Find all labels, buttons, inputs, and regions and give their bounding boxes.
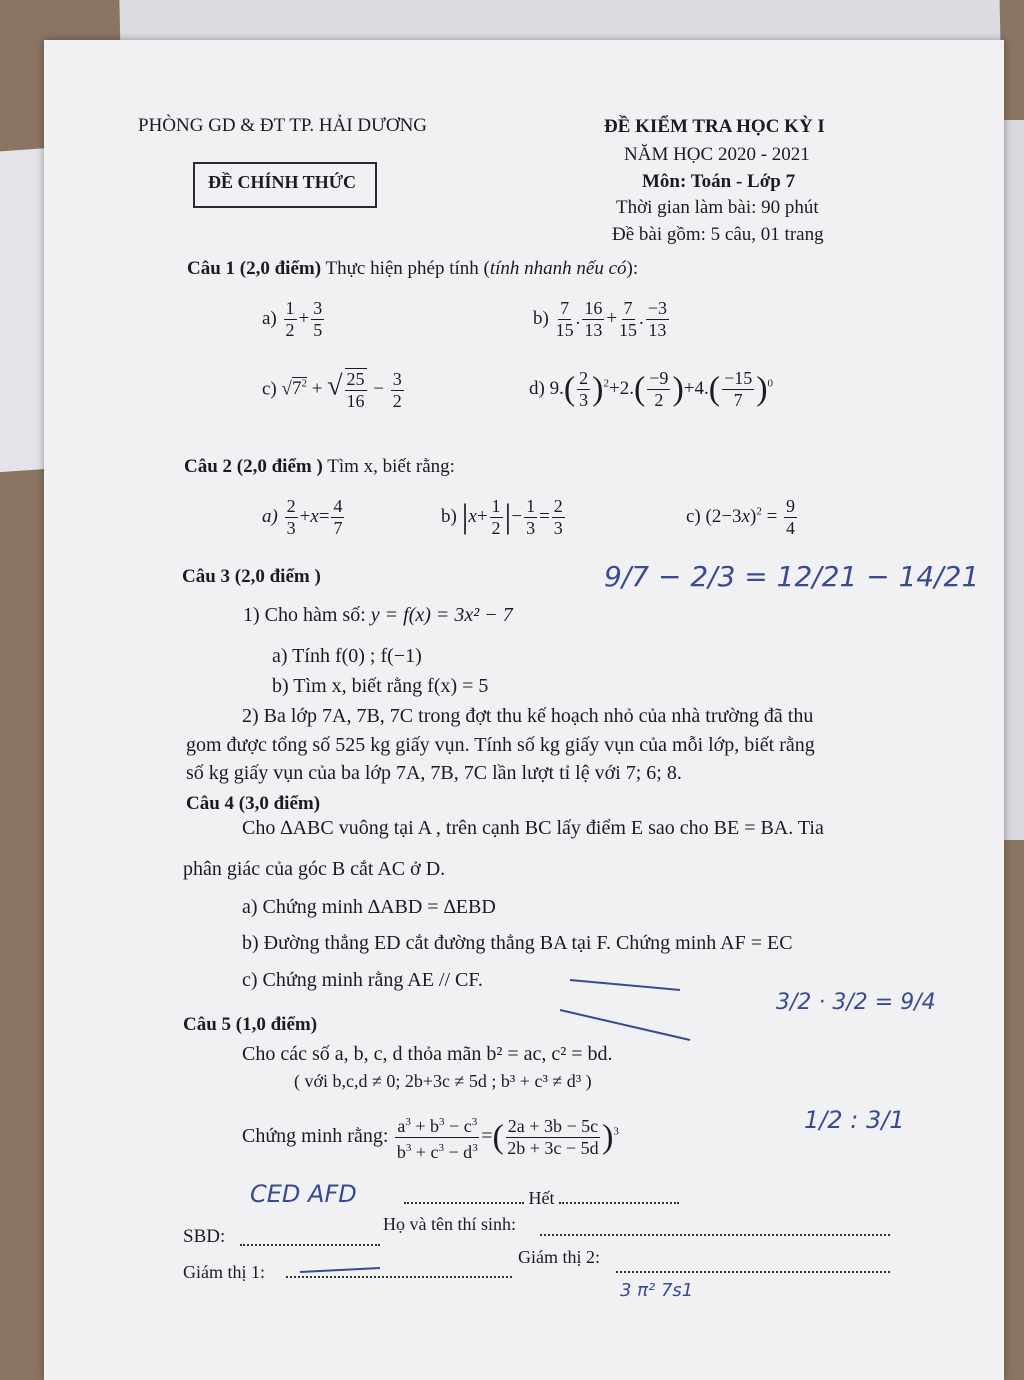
fraction: $\frac{2}{3}$	[553, 496, 563, 538]
q3-part1b: b) Tìm x, biết rằng f(x) = 5	[272, 675, 489, 697]
fraction: $\frac{7}{15}$	[555, 298, 574, 340]
proctor1-label: Giám thị 1:	[183, 1262, 265, 1282]
q4-title: Câu 4 (3,0 điểm)	[186, 793, 321, 814]
fraction: $\frac{-3}{13}$	[647, 298, 667, 340]
fraction: $\frac{1}{2}$	[491, 496, 501, 538]
proctor2-label: Giám thị 2:	[518, 1247, 600, 1267]
q2-c: c) $(2-3x)^2$ = $\frac{9}{4}$	[686, 496, 796, 538]
signature-stroke	[300, 1268, 380, 1272]
q2-b-label: b)	[441, 505, 457, 527]
q5-title: Câu 5 (1,0 điểm)	[183, 1014, 318, 1035]
handwritten-note-2: 3 π² 7s1	[620, 1280, 694, 1301]
q1-c: c) $√7^2$ + √ $\frac{25}{16}$ − $\frac{3}{2}$	[262, 368, 402, 411]
fraction: $\frac{16}{13}$	[584, 298, 603, 340]
q5-line2: ( với b,c,d ≠ 0; 2b+3c ≠ 5d ; b³ + c³ ≠ d³ )	[294, 1071, 592, 1091]
q4-part-a: a) Chứng minh ∆ABD = ∆EBD	[242, 896, 496, 918]
fraction: $\frac{7}{15}$	[619, 298, 638, 340]
sbd-label: SBD:	[183, 1226, 226, 1247]
q1-d-label: d)	[529, 377, 545, 399]
q2-title: Câu 2 (2,0 điểm )	[184, 456, 323, 477]
handwritten-calc-2: 3/2 · 3/2 = 9/4	[776, 990, 936, 1015]
fraction: $\frac{25}{16}$	[346, 369, 365, 411]
q3-part2-line1: 2) Ba lớp 7A, 7B, 7C trong đợt thu kế hoạch nhỏ của nhà trường đã thu	[242, 705, 814, 727]
fraction: $\frac{-9}{2}$	[649, 368, 669, 410]
handwritten-note-1: CED AFD	[250, 1180, 357, 1208]
q3-title: Câu 3 (2,0 điểm )	[182, 566, 321, 587]
fraction: $\frac{-15}{7}$	[724, 368, 753, 410]
q3-part2-line3: số kg giấy vụn của ba lớp 7A, 7B, 7C lần lượt tỉ lệ với 7; 6; 8.	[186, 762, 682, 784]
composition-line: Đề bài gồm: 5 câu, 01 trang	[612, 224, 824, 245]
q4-part-c: c) Chứng minh rằng AE // CF.	[242, 969, 483, 991]
fraction: $\frac{2a + 3b - 5c}{2b + 3c - 5d}$	[507, 1116, 599, 1158]
q1-instruction-italic: tính nhanh nếu có	[489, 258, 627, 279]
q3-part2-line2: gom được tổng số 525 kg giấy vụn. Tính số kg giấy vụn của mỗi lớp, biết rằng	[186, 734, 815, 756]
pen-stroke	[560, 1010, 690, 1040]
q1-instruction: Thực hiện phép tính (	[325, 258, 490, 279]
fraction: $\frac{1}{2}$	[285, 298, 295, 340]
duration-line: Thời gian làm bài: 90 phút	[616, 197, 819, 218]
q5-prove-label: Chứng minh rằng:	[242, 1125, 389, 1148]
q2-instruction: Tìm x, biết rằng:	[327, 456, 455, 477]
q3-function-formula: y = f(x) = 3x² − 7	[370, 604, 513, 626]
fraction: $\frac{4}{7}$	[333, 496, 343, 538]
q1-b: b) $\frac{7}{15}$ . $\frac{16}{13}$ + $\frac{7}{15}$ . $\frac{-3}{13}$	[533, 298, 667, 340]
handwritten-calc-1: 9/7 − 2/3 = 12/21 − 14/21	[604, 560, 980, 593]
fraction: $\frac{3}{5}$	[313, 298, 323, 340]
fraction: $\frac{1}{3}$	[526, 496, 536, 538]
fraction: $\frac{3}{2}$	[392, 368, 402, 411]
q2-c-label: c)	[686, 505, 701, 527]
q1-a: a) $\frac{1}{2}$ + $\frac{3}{5}$	[262, 298, 323, 340]
fraction: $\frac{9}{4}$	[786, 496, 796, 538]
q1-title: Câu 1 (2,0 điểm)	[187, 258, 322, 279]
end-label: Hết	[528, 1188, 555, 1208]
subject-line: Môn: Toán - Lớp 7	[642, 171, 796, 192]
q1-b-label: b)	[533, 307, 549, 329]
pen-stroke	[570, 980, 680, 990]
handwritten-calc-3: 1/2 : 3/1	[804, 1106, 905, 1134]
q2-a-label: a)	[262, 505, 278, 527]
q5-prove: Chứng minh rằng: $\frac{a^3 + b^3 - c^3}{b^3 + c^3 - d^3}$ =( $\frac{2a + 3b - 5c}{2b + 3c - 5d}$ )$^3$	[242, 1112, 619, 1163]
official-label: ĐỀ CHÍNH THỨC	[208, 172, 357, 192]
q5-line1: Cho các số a, b, c, d thỏa mãn b² = ac, c² = bd.	[242, 1043, 613, 1065]
q1-d: d) 9.( $\frac{2}{3}$ )$^2$+2.( $\frac{-9}{2}$ )+4.( $\frac{-15}{7}$ )$^0$	[529, 368, 774, 410]
q4-line2: phân giác của góc B cắt AC ở D.	[183, 858, 446, 880]
q3-part1a: a) Tính f(0) ; f(−1)	[272, 645, 422, 667]
fraction: $\frac{a^3 + b^3 - c^3}{b^3 + c^3 - d^3}$	[395, 1112, 479, 1163]
q4-line1: Cho ∆ABC vuông tại A , trên cạnh BC lấy điểm E sao cho BE = BA. Tia	[242, 817, 824, 839]
q3-part1-text: 1) Cho hàm số:	[243, 604, 366, 626]
q2-a: a) $\frac{2}{3}$ +x= $\frac{4}{7}$	[262, 496, 343, 538]
fraction: $\frac{2}{3}$	[286, 496, 296, 538]
q2-b: b) |x+ $\frac{1}{2}$ |− $\frac{1}{3}$ = $\frac{2}{3}$	[441, 496, 563, 538]
q1-a-label: a)	[262, 307, 277, 329]
candidate-name-label: Họ và tên thí sinh:	[383, 1214, 516, 1234]
department-name: PHÒNG GD & ĐT TP. HẢI DƯƠNG	[138, 115, 428, 136]
exam-title: ĐỀ KIỂM TRA HỌC KỲ I	[604, 116, 825, 137]
q1-instruction-end: ):	[626, 258, 639, 279]
q1-c-label: c)	[262, 378, 277, 400]
school-year: NĂM HỌC 2020 - 2021	[624, 144, 810, 165]
q4-part-b: b) Đường thẳng ED cắt đường thẳng BA tại F. Chứng minh AF = EC	[242, 932, 793, 954]
fraction: $\frac{2}{3}$	[579, 368, 589, 410]
